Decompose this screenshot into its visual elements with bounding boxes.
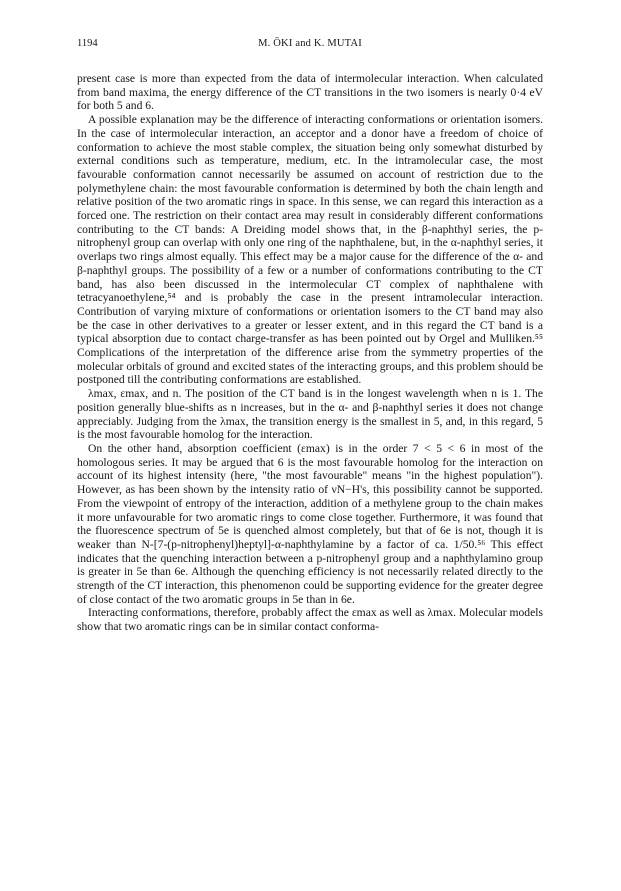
article-body (77, 72, 543, 634)
paragraph: present case is more than expected from the data of intermolecular interaction. When calculated from band maxima, the energy difference of the CT transitions in the two isomers is nearly 0·4 eV for both 5 and 6. (77, 72, 543, 113)
page-number: 1194 (77, 38, 98, 49)
page (77, 38, 543, 634)
page-header (77, 38, 543, 56)
paragraph: Interacting conformations, therefore, probably affect the εmax as well as λmax. Molecular models show that two aromatic rings can be in similar contact conforma- (77, 606, 543, 634)
paragraph: A possible explanation may be the difference of interacting conformations or orientation isomers. In the case of intermolecular interaction, an acceptor and a donor have a freedom of choice of conformation to achieve the most stable complex, the situation being only somewhat disturbed by external conditions such as temperature, medium, etc. In the intramolecular case, the most favourable conformation cannot necessarily be assumed on account of restriction due to the polymethylene chain: the most favourable conformation is determined by both the chain length and relative position of the two aromatic rings in space. In this sense, we can regard this interaction as a forced one. The restriction on their contact area may result in considerably different conformations contributing to the CT bands: A Dreiding model shows that, in the β-naphthyl series, the p-nitrophenyl group can overlap with only one ring of the naphthalene, but, in the α-naphthyl series, it overlaps two rings almost equally. This effect may be a major cause for the difference of the α- and β-naphthyl groups. The possibility of a few or a number of conformations contributing to the CT band, has also been discussed in the intermolecular CT complex of naphthalene with tetracyanoethylene,⁵⁴ and is probably the case in the present intramolecular interaction. Contribution of varying mixture of conformations or orientation isomers to the CT band may also be the case in other derivatives to a greater or lesser extent, and in this regard the CT band is a typical absorption due to contact charge-transfer as has been pointed out by Orgel and Mulliken.⁵⁵ Complications of the interpretation of the difference arise from the symmetry properties of the molecular orbitals of ground and excited states of the interacting groups, and this problem should be postponed till the contributing conformations are established. (77, 113, 543, 387)
paragraph: λmax, εmax, and n. The position of the CT band is in the longest wavelength when n is 1. The position generally blue-shifts as n increases, but in the α- and β-naphthyl series it does not change appreciably. Judging from the λmax, the transition energy is the smallest in 5, and, in this regard, 5 is the most favourable homolog for the interaction. (77, 387, 543, 442)
running-title: M. ŌKI and K. MUTAI (258, 38, 362, 49)
paragraph: On the other hand, absorption coefficient (εmax) is in the order 7 < 5 < 6 in most of the homologous series. It may be argued that 6 is the most favourable homolog for the interaction on account of its highest intensity (here, "the most favourable" means "in the highest population"). However, as has been shown by the intensity ratio of νN−H's, this possibility cannot be supported. From the viewpoint of entropy of the interaction, addition of a methylene group to the chain makes it more unfavourable for two aromatic rings to come close together. Furthermore, it was found that the fluorescence spectrum of 5e is quenched almost completely, but that of 6e is not, though it is weaker than N-[7-(p-nitrophenyl)heptyl]-α-naphthylamine by a factor of ca. 1/50.⁵⁶ This effect indicates that the quenching interaction between a p-nitrophenyl group and a naphthylamino group is greater in 5e than 6e. Although the quenching efficiency is not necessarily related directly to the strength of the CT interaction, this phenomenon could be supporting evidence for the greater degree of close contact of the two aromatic groups in 5e than in 6e. (77, 441, 543, 606)
